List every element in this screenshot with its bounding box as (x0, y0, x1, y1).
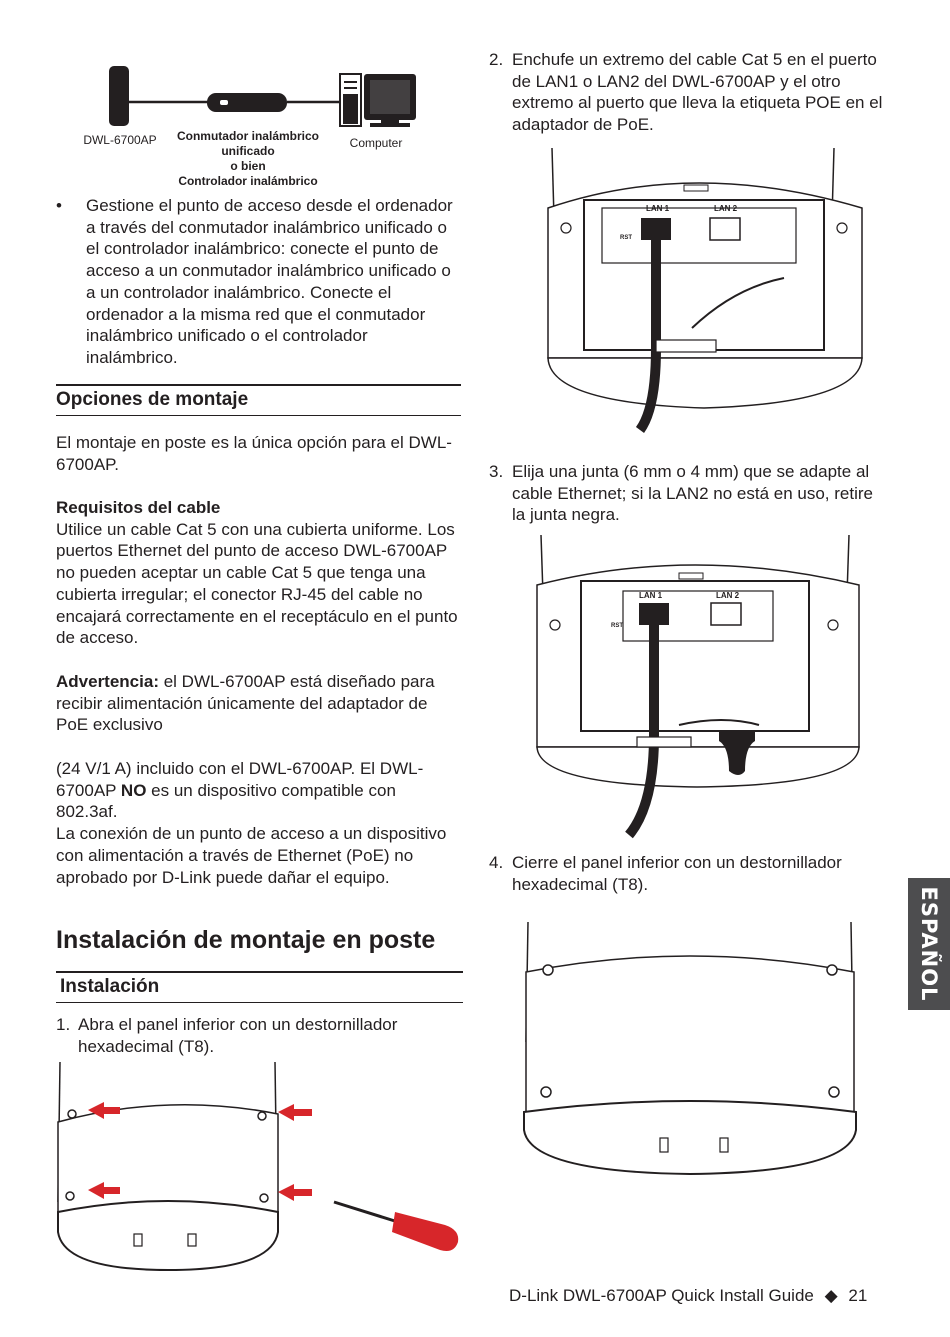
switch-label-line-2: unificado (221, 144, 275, 158)
bullet-item (56, 195, 461, 369)
warning-text: el DWL-6700AP está diseñado para recibir alimentación únicamente del adaptador de PoE exclusivo (56, 672, 435, 735)
screw-top-right (258, 1112, 266, 1120)
power-text-b: es un dispositivo compatible con 802.3af. (56, 780, 396, 822)
arrow-bottom-right (278, 1184, 312, 1201)
arrow-top-right (278, 1104, 312, 1121)
step-2-text: Enchufe un extremo del cable Cat 5 en el puerto de LAN1 o LAN2 del DWL-6700AP y el otro extremo al puerto que lleva la etiqueta POE en el adaptador de PoE. (512, 50, 883, 135)
cable-requirements (56, 497, 461, 649)
cable-text: Utilice un cable Cat 5 con una cubierta uniforme. Los puertos Ethernet del punto de acceso DWL-6700AP no pueden aceptar un cable Cat 5 que tenga una cubierta irregular; el conector RJ-45 del cable no encajará correctamente en el receptáculo en el punto de acceso. (56, 519, 458, 648)
step-4-text: Cierre el panel inferior con un destornillador hexadecimal (T8). (512, 853, 842, 894)
step4-illustration (520, 922, 865, 1172)
page-number: 21 (848, 1286, 868, 1305)
screwdriver-graphic (334, 1202, 458, 1251)
section-heading-installation (56, 971, 463, 1003)
bullet-text: Gestione el punto de acceso desde el ordenador a través del conmutador inalámbrico unificado o el controlador inalámbrico: conecte el punto de acceso a un conmutador inalámbrico unificado o a un controlador inalámbrico. Conecte el ordenador a la misma red que el conmutador inalámbrico unificado o el controlador inalámbrico. (86, 196, 453, 367)
warning-label: Advertencia: (56, 672, 159, 691)
switch-graphic (207, 93, 287, 112)
access-point-graphic (109, 66, 129, 126)
diagram-graphic (100, 60, 440, 140)
pole-mount-title: Instalación de montaje en poste (56, 926, 436, 954)
footer-diamond-icon: ◆ (824, 1286, 838, 1305)
step-1 (56, 1014, 461, 1057)
step-3 (489, 461, 889, 526)
screw-bottom-right (260, 1194, 268, 1202)
switch-label-line-1: Conmutador inalámbrico (176, 129, 319, 143)
s4-screw-tr (827, 965, 837, 975)
screw-bottom-left (66, 1192, 74, 1200)
section-heading-mounting: Opciones de montaje (56, 384, 461, 416)
poe-text: La conexión de un punto de acceso a un dispositivo con alimentación a través de Ethernet (PoE) no aprobado por D-Link puede dañar el equipo. (56, 824, 447, 887)
s3-lan1-port (639, 603, 669, 625)
power-paragraph (56, 758, 461, 888)
step-4 (489, 852, 889, 895)
step-2 (489, 49, 889, 136)
bullet-marker: • (56, 196, 62, 215)
power-bold: NO (120, 780, 147, 800)
s2-lan2-port (710, 218, 740, 240)
s2-lan1-label: LAN 1 (646, 204, 670, 213)
s3-rst-label: RST (611, 623, 623, 629)
s3-lan1-label: LAN 1 (639, 591, 663, 600)
switch-label (168, 129, 328, 189)
page-footer (509, 1286, 899, 1306)
step-3-number: 3. (489, 462, 504, 481)
power-text-a: (24 V/1 A) incluido con el DWL-6700AP. El DWL-6700AP (56, 759, 424, 800)
warning-paragraph (56, 671, 461, 736)
step1-illustration (50, 1062, 470, 1272)
step-2-number: 2. (489, 50, 504, 69)
installation-heading-text: Instalación (60, 976, 160, 997)
s4-screw-bl (541, 1087, 551, 1097)
s2-lan1-port (641, 218, 671, 240)
step-4-number: 4. (489, 853, 504, 872)
language-tab (908, 878, 950, 1010)
s3-lan2-port (711, 603, 741, 625)
mounting-intro: El montaje en poste es la única opción para el DWL-6700AP. (56, 433, 452, 474)
footer-guide-title: D-Link DWL-6700AP Quick Install Guide (509, 1286, 814, 1305)
step-3-text: Elija una junta (6 mm o 4 mm) que se adapte al cable Ethernet; si la LAN2 no está en uso, retire la junta negra. (512, 462, 873, 525)
step-1-text: Abra el panel inferior con un destornillador hexadecimal (T8). (78, 1015, 398, 1056)
switch-label-line-4: Controlador inalámbrico (178, 174, 318, 188)
s4-screw-br (829, 1087, 839, 1097)
switch-label-line-3: o bien (230, 159, 266, 173)
cable-heading: Requisitos del cable (56, 498, 221, 517)
language-tab-label: ESPAÑOL (917, 886, 941, 1002)
step3-illustration (533, 535, 863, 840)
computer-label: Computer (349, 136, 403, 150)
s2-lan2-label: LAN 2 (714, 204, 738, 213)
s4-screw-tl (543, 965, 553, 975)
s3-lan2-label: LAN 2 (716, 591, 740, 600)
ap-label: DWL-6700AP (83, 133, 157, 147)
step2-illustration (544, 148, 874, 438)
step-1-number: 1. (56, 1015, 71, 1034)
s2-rst-label: RST (620, 235, 632, 241)
screw-top-left (68, 1110, 76, 1118)
